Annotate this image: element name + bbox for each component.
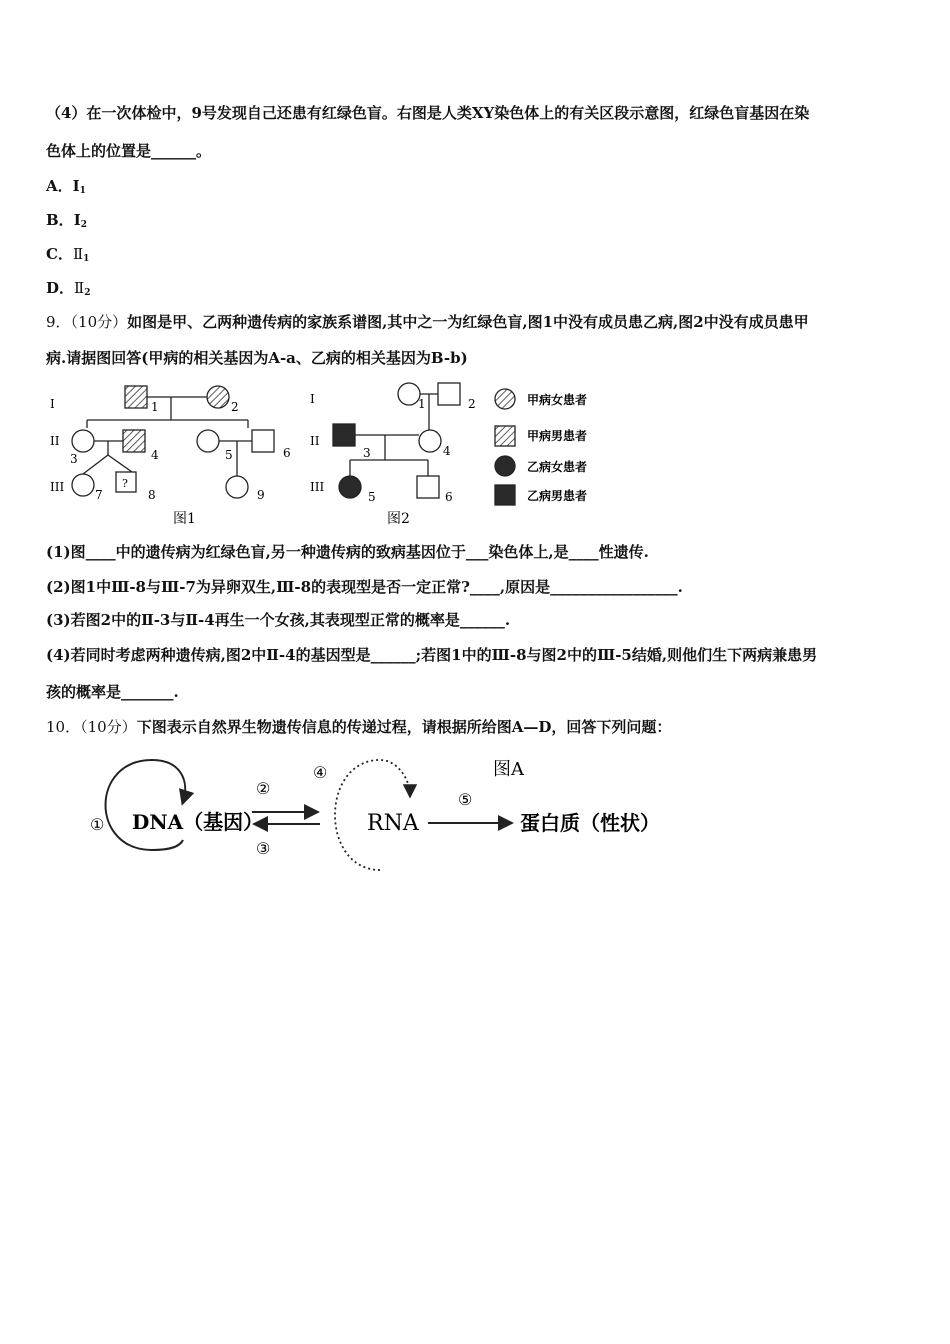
fig2-id: 6 xyxy=(445,490,453,504)
pedigree-figure xyxy=(40,375,620,530)
legend-label: 乙病女患者 xyxy=(527,460,588,474)
fig1-id: 2 xyxy=(231,400,239,414)
option-main: Ⅱ xyxy=(74,279,85,297)
fig2-id: 3 xyxy=(363,446,371,460)
protein-label: 蛋白质（性状） xyxy=(520,811,660,835)
option-letter: B． xyxy=(46,211,74,229)
fig2-I-2-male xyxy=(438,383,460,405)
q9-intro-text: 如图是甲、乙两种遗传病的家族系谱图,其中之一为红绿色盲,图1中没有成员患乙病,图2中没有成员患甲 xyxy=(127,313,809,331)
fig1-II-3-female xyxy=(72,430,94,452)
legend-symbol-b-male xyxy=(495,485,515,505)
option-main: I xyxy=(72,177,80,195)
option-sub: 1 xyxy=(79,186,86,196)
fig1-id: 8 xyxy=(148,488,156,502)
q9-question-4: (4)若同时考虑两种遗传病,图2中Ⅱ-4的基因型是______;若图1中的Ⅲ-8与图2中的Ⅲ-5结婚,则他们生下两病兼患男 xyxy=(46,646,818,664)
fig1-id: 9 xyxy=(257,488,265,502)
rna-label: RNA xyxy=(367,811,419,836)
fig2-III-6-male xyxy=(417,476,439,498)
fig1-II-5-female xyxy=(197,430,219,452)
fig1-gen-label: III xyxy=(50,480,65,494)
fig2-caption: 图2 xyxy=(387,511,410,527)
option-b xyxy=(46,209,87,230)
option-main: Ⅱ xyxy=(72,245,84,263)
fig1-caption: 图1 xyxy=(173,511,196,527)
q9-intro-line1 xyxy=(46,311,809,332)
q9-number: 9． xyxy=(46,313,71,331)
fig2-gen-label: III xyxy=(310,480,325,494)
fig2-gen-label: II xyxy=(310,434,320,448)
fig1-II-4-affected-male xyxy=(123,430,145,452)
legend-symbol-a-female xyxy=(495,389,515,409)
q9-question-3: (3)若图2中的Ⅱ-3与Ⅱ-4再生一个女孩,其表现型正常的概率是______. xyxy=(46,611,511,629)
fig1-id: 3 xyxy=(70,452,78,466)
dna-label: DNA（基因） xyxy=(132,810,264,834)
marker-2: ② xyxy=(256,779,271,798)
marker-4: ④ xyxy=(313,763,328,782)
option-d xyxy=(46,277,90,298)
fig1-id: 7 xyxy=(95,488,103,502)
legend-symbol-a-male xyxy=(495,426,515,446)
option-letter: A． xyxy=(46,177,73,195)
fig1-I-1-affected-male xyxy=(125,386,147,408)
q9-question-2: (2)图1中Ⅲ-8与Ⅲ-7为异卵双生,Ⅲ-8的表现型是否一定正常?____,原因是_________________. xyxy=(46,578,683,596)
q9-question-1: (1)图____中的遗传病为红绿色盲,另一种遗传病的致病基因位于___染色体上,是____性遗传. xyxy=(46,543,649,561)
fig1-gen-label: II xyxy=(50,434,60,448)
fig1-III-9-female xyxy=(226,476,248,498)
fig1-id: 4 xyxy=(151,448,159,462)
fig1-II-6-male xyxy=(252,430,274,452)
q10-intro xyxy=(46,716,671,737)
legend-label: 甲病女患者 xyxy=(527,393,588,407)
fig2-id: 5 xyxy=(368,490,376,504)
fig1-id: 1 xyxy=(151,400,159,414)
legend-label: 甲病男患者 xyxy=(527,429,588,443)
figure-a-title: 图A xyxy=(493,759,524,780)
marker-1: ① xyxy=(90,815,105,834)
legend-label: 乙病男患者 xyxy=(527,489,588,503)
option-letter: D． xyxy=(46,279,75,297)
fig2-id: 4 xyxy=(443,444,451,458)
fig2-id: 1 xyxy=(418,397,426,411)
q9-question-4-cont: 孩的概率是_______. xyxy=(46,683,179,701)
option-letter: C． xyxy=(46,245,73,263)
marker-3: ③ xyxy=(256,839,271,858)
fig1-id: 5 xyxy=(225,448,233,462)
fig2-gen-label: I xyxy=(310,392,315,406)
fig2-I-1-female xyxy=(398,383,420,405)
option-main: I xyxy=(73,211,81,229)
q9-intro-line2: 病.请据图回答(甲病的相关基因为A-a、乙病的相关基因为B-b) xyxy=(46,349,468,367)
q8-part4-line2: 色体上的位置是______。 xyxy=(46,142,212,160)
fig1-I-2-affected-female xyxy=(207,386,229,408)
q10-text: 下图表示自然界生物遗传信息的传递过程，请根据所给图A—D，回答下列问题： xyxy=(136,718,672,736)
fig2-II-3-affected-male xyxy=(333,424,355,446)
option-sub: 1 xyxy=(83,254,90,264)
fig1-III-7-female xyxy=(72,474,94,496)
legend-symbol-b-female xyxy=(495,456,515,476)
fig2-II-4-female xyxy=(419,430,441,452)
q10-number: 10． xyxy=(46,718,81,736)
fig1-id: 6 xyxy=(283,446,291,460)
figure-a-central-dogma xyxy=(80,750,700,910)
option-a xyxy=(46,175,86,196)
option-sub: 2 xyxy=(80,220,87,230)
option-c xyxy=(46,243,89,264)
fig2-id: 2 xyxy=(468,397,476,411)
fig1-gen-label: I xyxy=(50,397,55,411)
q8-part4-line1: （4）在一次体检中，9号发现自己还患有红绿色盲。右图是人类XY染色体上的有关区段示意图，红绿色盲基因在染 xyxy=(46,104,810,122)
q10-score: （10分） xyxy=(80,718,137,736)
marker-5: ⑤ xyxy=(458,790,473,809)
fig2-III-5-affected-female xyxy=(339,476,361,498)
fig1-unknown-mark: ? xyxy=(122,477,128,490)
option-sub: 2 xyxy=(84,288,91,298)
q9-score: （10分） xyxy=(70,313,128,331)
